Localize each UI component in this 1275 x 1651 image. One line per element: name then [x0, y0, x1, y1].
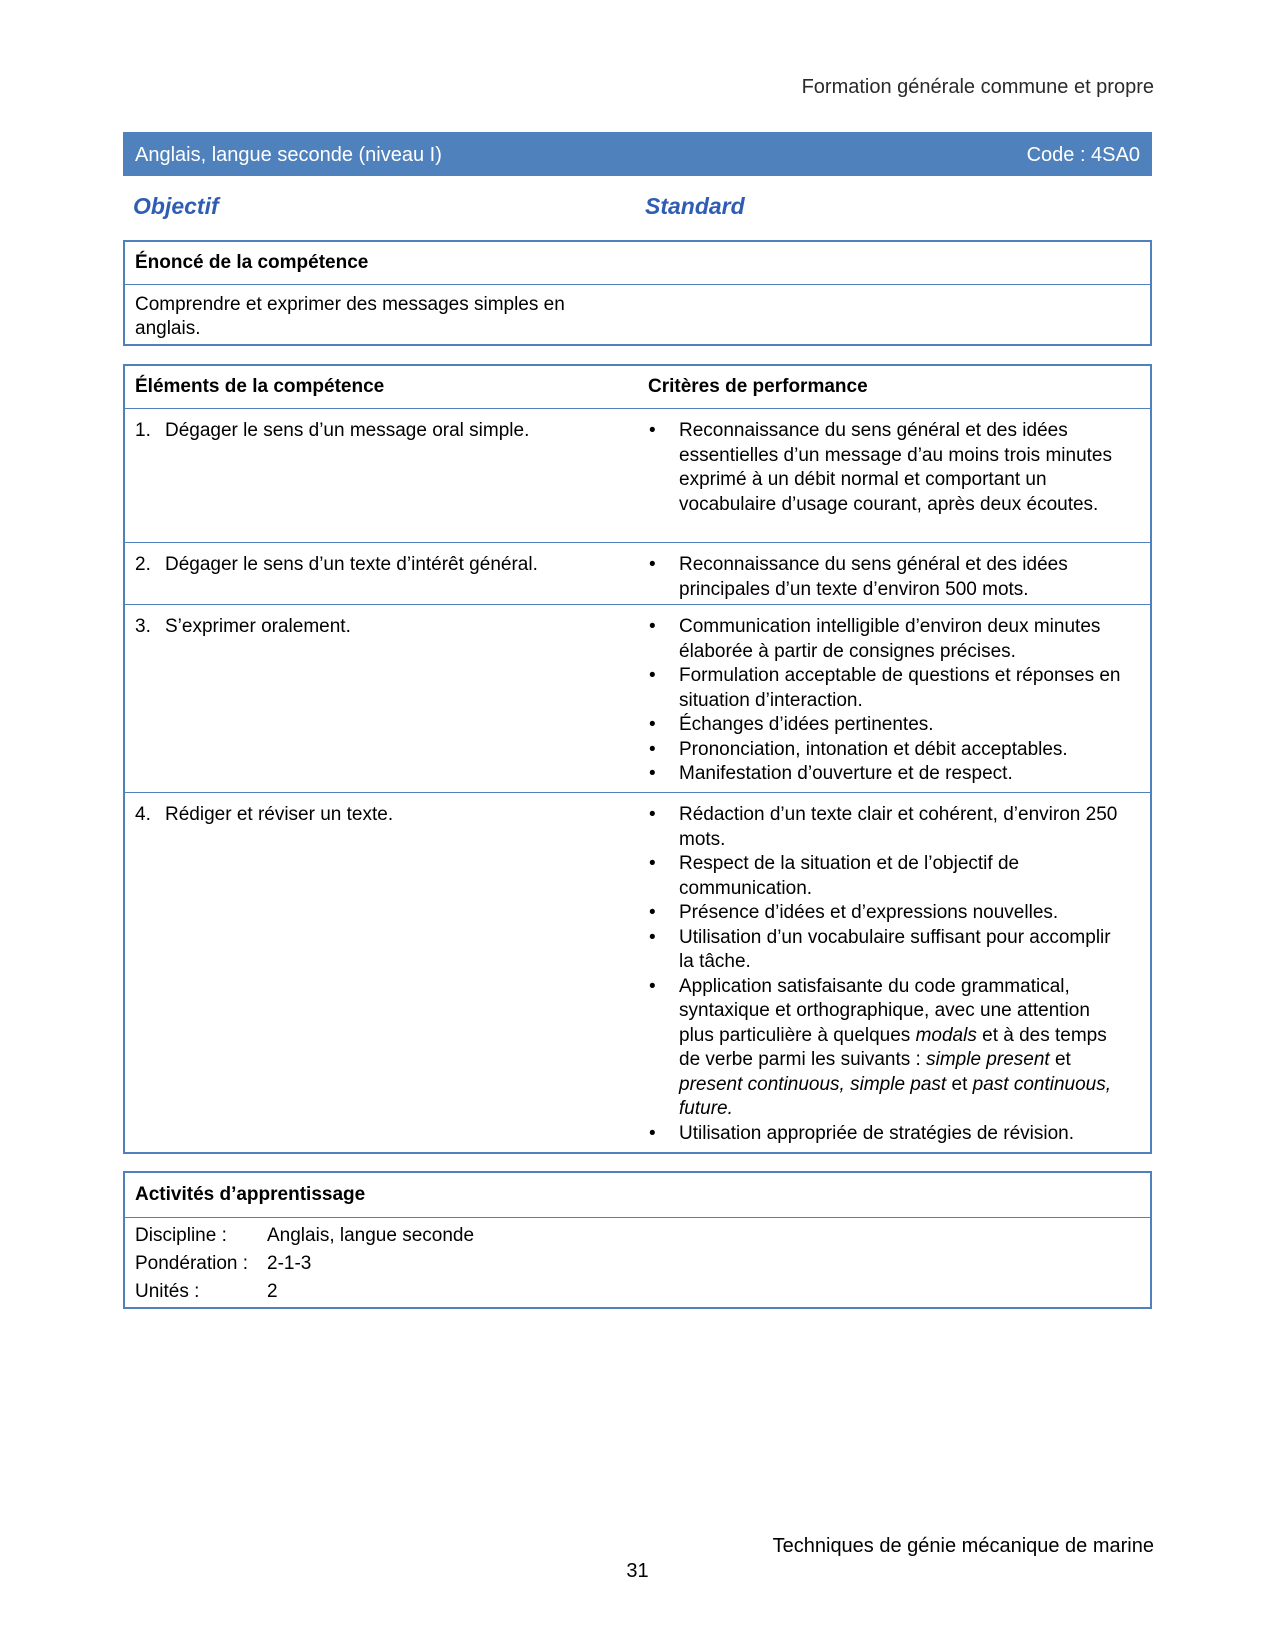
- discipline-value: Anglais, langue seconde: [267, 1225, 475, 1246]
- ponderation-value: 2-1-3: [267, 1253, 312, 1274]
- criteria-list: [647, 553, 1127, 602]
- element-item: [135, 803, 635, 827]
- criteria-item: • Reconnaissance du sens général et des idées principales d’un texte d’environ 500 mots.: [647, 553, 1127, 602]
- ponderation-line: [125, 1250, 1150, 1278]
- criteria-text: Application satisfaisante du code grammatical, syntaxique et orthographique, avec une attention plus particulière à quelques: [679, 975, 1090, 1046]
- discipline-label: Discipline :: [135, 1225, 227, 1246]
- table-row: [125, 409, 1150, 543]
- course-header-bar: [123, 132, 1152, 176]
- criteria-term: modals: [915, 1024, 977, 1046]
- criteria-item: • Respect de la situation et de l’objectif de communication.: [647, 852, 1127, 901]
- element-number: 4.: [135, 804, 151, 825]
- table-row: [125, 605, 1150, 793]
- criteria-item: • Reconnaissance du sens général et des idées essentielles d’un message d’au moins trois minutes exprimé à un débit normal et comportant un vocabulaire d’usage courant, après deux écoutes.: [647, 419, 1127, 517]
- unites-label: Unités :: [135, 1281, 200, 1302]
- activites-box: [123, 1171, 1152, 1309]
- criteria-text: et: [946, 1073, 973, 1095]
- element-number: 3.: [135, 616, 151, 637]
- criteria-item: • Utilisation d’un vocabulaire suffisant pour accomplir la tâche.: [647, 926, 1127, 975]
- criteria-text: et à des temps de verbe parmi les suivants :: [679, 1024, 1107, 1070]
- elements-header: Éléments de la compétence: [135, 376, 385, 397]
- element-number: 2.: [135, 554, 151, 575]
- enonce-text: Comprendre et exprimer des messages simples en anglais.: [135, 294, 565, 339]
- criteria-item: • Manifestation d’ouverture et de respect.: [647, 762, 1127, 787]
- discipline-line: [125, 1222, 1150, 1250]
- criteria-list: [647, 419, 1127, 517]
- element-item: [135, 419, 635, 443]
- unites-line: [125, 1278, 1150, 1306]
- criteria-item: • Prononciation, intonation et débit acceptables.: [647, 738, 1127, 763]
- criteria-list: [647, 615, 1127, 787]
- activites-title: Activités d’apprentissage: [125, 1173, 1150, 1218]
- element-item: [135, 615, 635, 639]
- objectif-heading: Objectif: [133, 193, 219, 219]
- document-section-header: Formation générale commune et propre: [801, 76, 1154, 98]
- criteria-item: • Formulation acceptable de questions et réponses en situation d’interaction.: [647, 664, 1127, 713]
- criteria-item-grammar: [647, 975, 1127, 1122]
- elements-header-row: [125, 366, 1150, 409]
- enonce-title: Énoncé de la compétence: [125, 242, 1150, 285]
- criteria-item: • Communication intelligible d’environ deux minutes élaborée à partir de consignes précises.: [647, 615, 1127, 664]
- criteria-item: • Rédaction d’un texte clair et cohérent, d’environ 250 mots.: [647, 803, 1127, 852]
- criteria-term: simple present: [926, 1049, 1050, 1070]
- page-number: 31: [626, 1560, 649, 1582]
- criteria-item: • Échanges d’idées pertinentes.: [647, 713, 1127, 738]
- footer-program: Techniques de génie mécanique de marine: [772, 1535, 1154, 1557]
- course-title: Anglais, langue seconde (niveau I): [135, 144, 442, 166]
- element-text: Dégager le sens d’un message oral simple.: [165, 420, 530, 441]
- enonce-box: [123, 240, 1152, 346]
- element-item: [135, 553, 635, 577]
- course-code: Code : 4SA0: [1026, 144, 1140, 166]
- criteres-header: Critères de performance: [648, 376, 868, 397]
- criteria-term: present continuous, simple past: [679, 1073, 947, 1095]
- standard-heading: Standard: [645, 193, 745, 219]
- ponderation-label: Pondération :: [135, 1253, 249, 1274]
- element-number: 1.: [135, 420, 151, 441]
- criteria-list: [647, 803, 1127, 1146]
- element-text: S’exprimer oralement.: [165, 616, 351, 637]
- unites-value: 2: [267, 1281, 278, 1302]
- table-row: [125, 543, 1150, 605]
- criteria-term: past continuous, future.: [679, 1073, 1111, 1119]
- criteria-item: • Utilisation appropriée de stratégies de révision.: [647, 1122, 1127, 1147]
- criteria-text: et: [1049, 1049, 1071, 1070]
- elements-table: [123, 364, 1152, 1154]
- criteria-item: • Présence d’idées et d’expressions nouvelles.: [647, 901, 1127, 926]
- element-text: Dégager le sens d’un texte d’intérêt général.: [165, 554, 538, 575]
- element-text: Rédiger et réviser un texte.: [165, 804, 394, 825]
- table-row: [125, 793, 1150, 1151]
